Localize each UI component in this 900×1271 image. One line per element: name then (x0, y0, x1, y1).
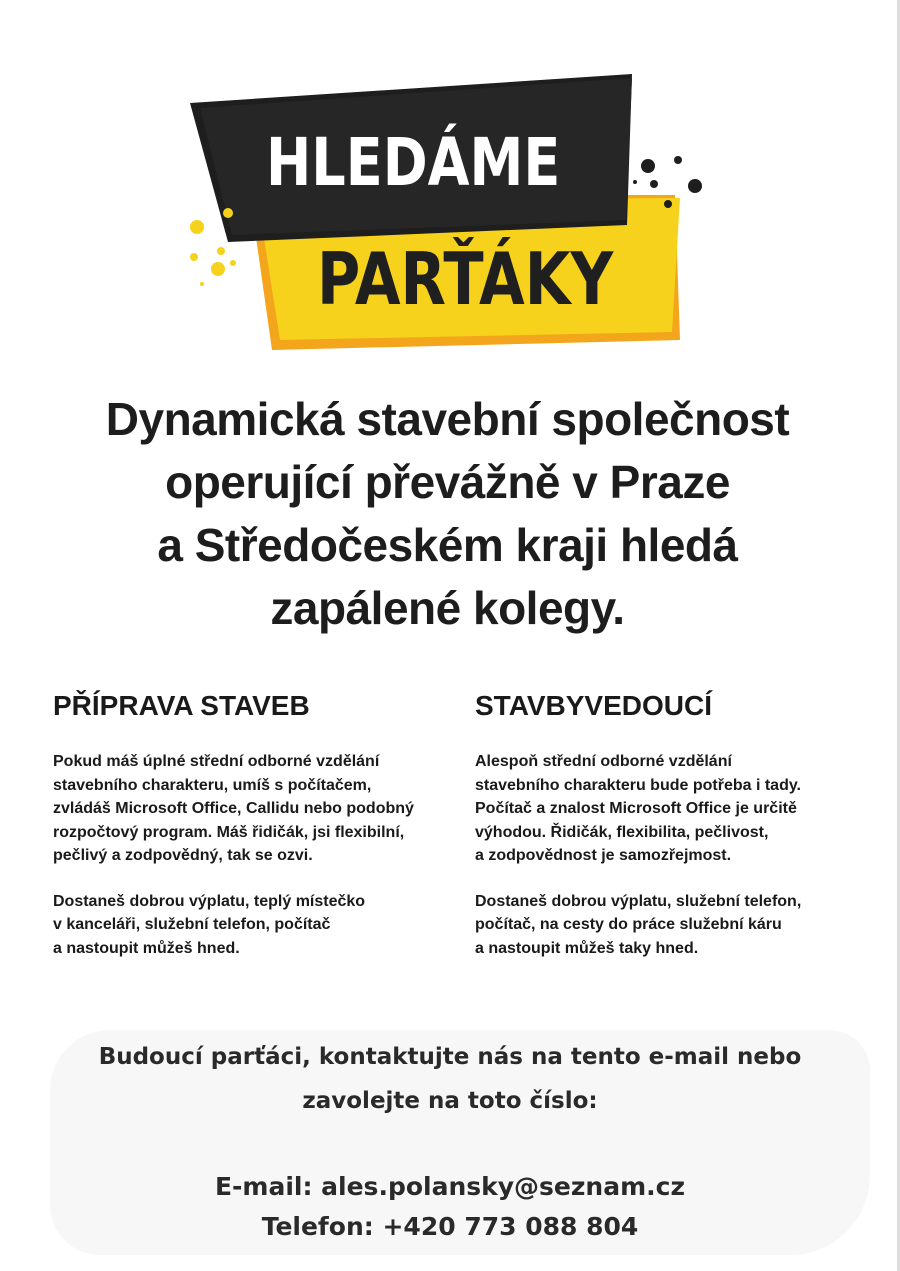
text-line: Alespoň střední odborné vzdělání (475, 753, 732, 770)
text-line: zvládáš Microsoft Office, Callidu nebo podobný (53, 800, 414, 817)
text-line: výhodou. Řidičák, flexibilita, pečlivost, (475, 823, 769, 841)
headline-line: operující převážně v Praze (165, 456, 730, 508)
job-title: STAVBYVEDOUCÍ (475, 690, 712, 721)
job-column-site-manager (475, 690, 875, 982)
text-line: v kanceláři, služební telefon, počítač (53, 916, 331, 933)
text-line: Dostaneš dobrou výplatu, služební telefon, (475, 892, 802, 910)
contact-section (40, 1035, 860, 1247)
banner-title-line2: PARŤÁKY (317, 237, 614, 321)
headline-line: Dynamická stavební společnost (105, 393, 790, 445)
text-line: a nastoupit můžeš taky hned. (475, 939, 699, 957)
job-column-preparation (53, 690, 453, 982)
text-line: stavebního charakteru bude potřeba i tady. (475, 776, 801, 794)
text-line: stavebního charakteru, umíš s počítačem, (53, 776, 372, 794)
text-line: Budoucí parťáci, kontaktujte nás na tento e-mail nebo (98, 1044, 802, 1070)
headline (60, 388, 835, 640)
job-benefits (53, 890, 453, 961)
job-requirements (475, 750, 875, 868)
banner-title-line1: HLEDÁME (266, 124, 561, 201)
job-requirements (53, 750, 453, 868)
headline-line: a Středočeském kraji hledá (157, 519, 738, 571)
text-line: zavolejte na toto číslo: (302, 1088, 598, 1114)
job-title: PŘÍPRAVA STAVEB (53, 690, 310, 721)
text-line: pečlivý a zodpovědný, tak se ozvi. (53, 847, 313, 864)
text-line: a zodpovědnost je samozřejmost. (475, 847, 732, 864)
contact-email[interactable]: E-mail: ales.polansky@seznam.cz (214, 1172, 686, 1201)
text-line: Počítač a znalost Microsoft Office je určitě (475, 800, 797, 817)
text-line: Pokud máš úplné střední odborné vzdělání (53, 753, 380, 770)
contact-invite (40, 1035, 860, 1123)
text-line: Dostaneš dobrou výplatu, teplý místečko (53, 892, 366, 910)
headline-line: zapálené kolegy. (270, 582, 625, 634)
text-line: rozpočtový program. Máš řidičák, jsi flexibilní, (53, 823, 405, 841)
hero-banner (180, 70, 710, 350)
contact-phone[interactable]: Telefon: +420 773 088 804 (261, 1212, 639, 1241)
text-line: počítač, na cesty do práce služební káru (475, 916, 782, 933)
text-line: a nastoupit můžeš hned. (53, 939, 240, 957)
job-benefits (475, 890, 875, 961)
